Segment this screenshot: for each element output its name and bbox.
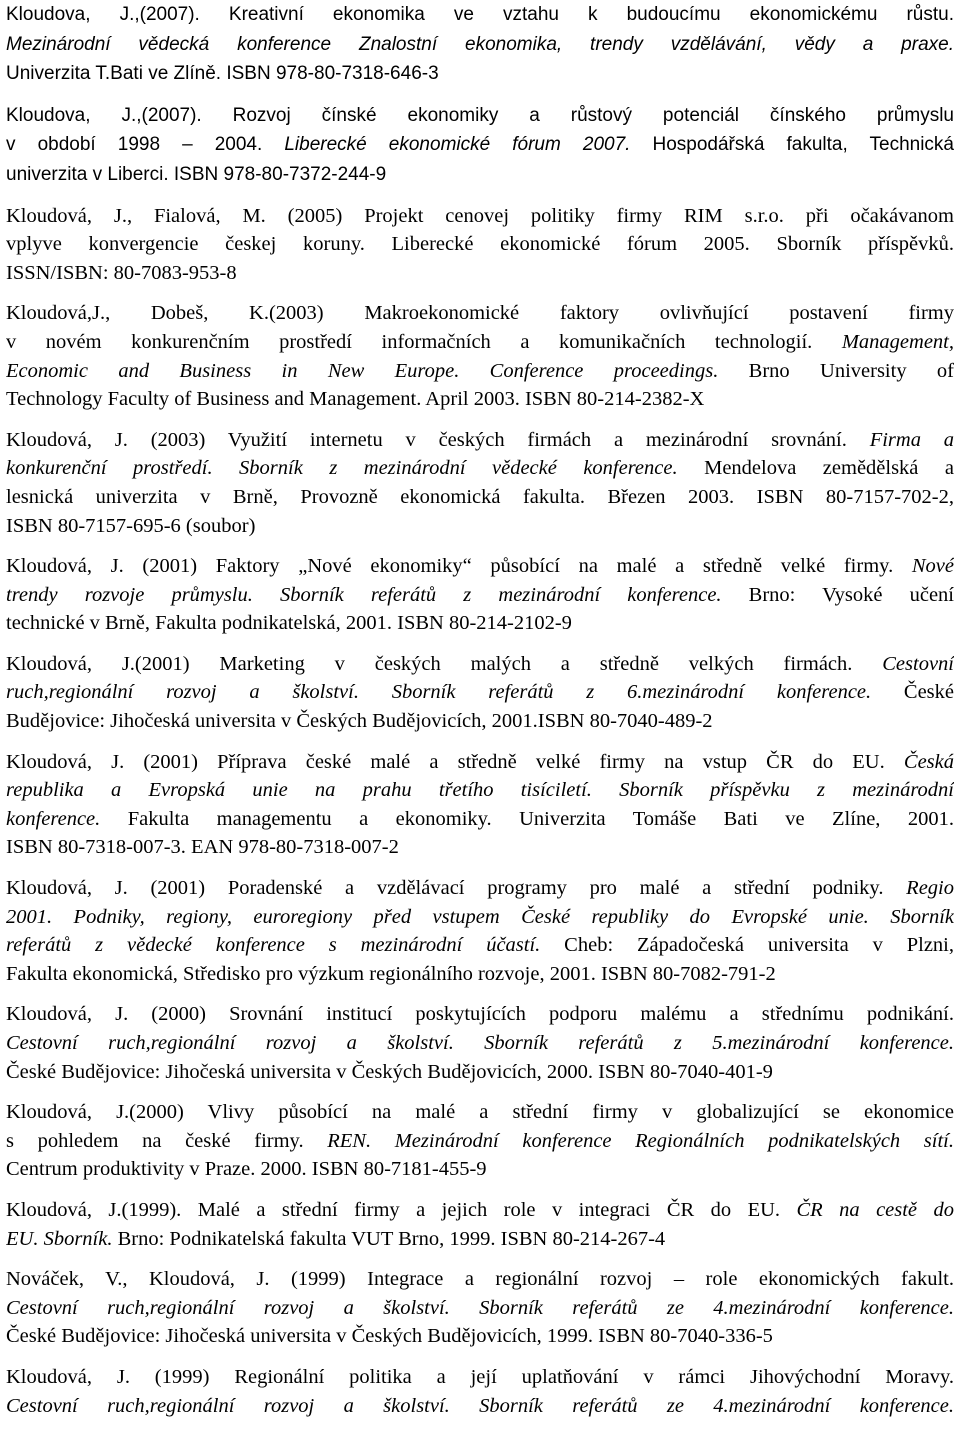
reference-text: Kloudová,J., Dobeš, K.(2003) Makroekonomické faktory ovlivňující postavení firmy [6, 302, 954, 325]
reference-italic-text: referátů z vědecké konference s mezinárodní účastí. [6, 934, 541, 957]
reference-text: vplyve konvergencie českej koruny. Liberecké ekonomické fórum 2005. Sborník příspěvků. [6, 233, 954, 256]
reference-text: Kloudová, J.(2001) Marketing v českých malých a středně velkých firmách. [6, 652, 883, 675]
reference-line [6, 1127, 954, 1156]
reference-line [6, 748, 954, 777]
reference-entry [6, 299, 954, 413]
reference-line [6, 385, 954, 414]
reference-line [6, 357, 954, 386]
reference-italic-text: konkurenční prostředí. Sborník z mezinárodní vědecké konference. [6, 457, 678, 480]
reference-entry [6, 1000, 954, 1086]
reference-text: Brno: Podnikatelská fakulta VUT Brno, 1999. ISBN 80-214-267-4 [112, 1227, 666, 1250]
reference-italic-text: republika a Evropská unie na prahu třetího tisíciletí. Sborník příspěvku z mezinárodní [6, 779, 954, 802]
reference-line [6, 1322, 954, 1351]
reference-text: Kloudová, J. (2001) Faktory „Nové ekonomiky“ působící na malé a středně velké firmy. [6, 555, 912, 578]
reference-text: České [871, 681, 954, 704]
reference-italic-text: Firma a [869, 428, 954, 451]
reference-line [6, 101, 954, 131]
reference-text: Brno: Vysoké učení [721, 583, 954, 606]
reference-text: s pohledem na české firmy. [6, 1129, 328, 1152]
reference-italic-text: Nové [911, 555, 954, 578]
reference-entry [6, 552, 954, 638]
reference-italic-text: REN. Mezinárodní konference Regionálních podnikatelských sítí. [327, 1129, 954, 1152]
reference-line [6, 0, 954, 30]
reference-text: Kloudova, J.,(2007). Rozvoj čínské ekonomiky a růstový potenciál čínského průmyslu [6, 104, 954, 126]
reference-text: Kloudová, J.(1999). Malé a střední firmy a jejich role v integraci ČR do EU. [6, 1198, 797, 1221]
reference-entry [6, 101, 954, 190]
reference-text: Kloudová, J. (1999) Regionální politika a její uplatňování v rámci Jihovýchodní Moravy. [6, 1365, 954, 1388]
reference-line [6, 299, 954, 328]
reference-line [6, 30, 954, 60]
reference-line [6, 707, 954, 736]
reference-line [6, 874, 954, 903]
reference-italic-text: Economic and Business in New Europe. Conference proceedings. [6, 359, 719, 382]
reference-line [6, 552, 954, 581]
reference-line [6, 581, 954, 610]
reference-line [6, 426, 954, 455]
reference-line [6, 650, 954, 679]
reference-entry [6, 426, 954, 540]
reference-line [6, 59, 954, 89]
reference-italic-text: Regio [906, 877, 954, 900]
reference-italic-text: Cestovní [882, 652, 954, 675]
reference-line [6, 1098, 954, 1127]
bibliography-page [6, 0, 954, 1420]
reference-line [6, 1392, 954, 1421]
reference-entry [6, 1196, 954, 1253]
reference-line [6, 1294, 954, 1323]
reference-text: Centrum produktivity v Praze. 2000. ISBN 80-7181-455-9 [6, 1158, 487, 1181]
reference-line [6, 833, 954, 862]
reference-text: Technology Faculty of Business and Management. April 2003. ISBN 80-214-2382-X [6, 388, 705, 411]
reference-text: univerzita v Liberci. ISBN 978-80-7372-244-9 [6, 163, 387, 185]
reference-line [6, 1000, 954, 1029]
reference-italic-text: trendy rozvoje průmyslu. Sborník referátů z mezinárodní konference. [6, 583, 722, 606]
reference-line [6, 1225, 954, 1254]
reference-line [6, 160, 954, 190]
reference-line [6, 483, 954, 512]
reference-line [6, 230, 954, 259]
reference-italic-text: Cestovní ruch,regionální rozvoj a školství. Sborník referátů z 5.mezinárodní konference. [6, 1032, 954, 1054]
reference-text: v novém konkurenčním prostředí informačních a komunikačních technologií. [6, 330, 842, 353]
reference-text: Mendelova zemědělská a [677, 457, 954, 480]
reference-entry [6, 650, 954, 736]
reference-line [6, 960, 954, 989]
reference-italic-text: ruch,regionální rozvoj a školství. Sborník referátů z 6.mezinárodní konference. [6, 681, 872, 704]
reference-text: Hospodářská fakulta, Technická [630, 134, 954, 156]
reference-text: Kloudova, J.,(2007). [6, 4, 229, 25]
reference-line [6, 678, 954, 707]
reference-text: v období 1998 – 2004. [6, 134, 285, 156]
reference-text: Fakulta ekonomická, Středisko pro výzkum regionálního rozvoje, 2001. ISBN 80-7082-791-2 [6, 962, 776, 985]
reference-text: Kloudová, J. (2001) Příprava české malé a středně velké firmy na vstup ČR do EU. [6, 750, 904, 773]
reference-line [6, 609, 954, 638]
reference-text: Kloudová, J. (2001) Poradenské a vzdělávací programy pro malé a střední podniky. [6, 877, 907, 900]
reference-italic-text: Cestovní ruch,regionální rozvoj a školství. Sborník referátů ze 4.mezinárodní konference. [6, 1296, 954, 1319]
reference-text: Kloudová, J.(2000) Vlivy působící na malé a střední firmy v globalizující se ekonomice [6, 1101, 954, 1124]
reference-text: Nováček, V., Kloudová, J. (1999) Integrace a regionální rozvoj – role ekonomických fakult. [6, 1268, 954, 1291]
reference-italic-text: Management, [841, 330, 954, 353]
reference-italic-text: Liberecké ekonomické fórum 2007. [284, 134, 631, 156]
reference-italic-text: 2001. Podniky, regiony, euroregiony před vstupem České republiky do Evropské unie. Sborník [6, 905, 954, 928]
reference-italic-text: Cestovní ruch,regionální rozvoj a školství. Sborník referátů ze 4.mezinárodní konference. [6, 1394, 954, 1417]
reference-line [6, 259, 954, 288]
reference-text: ISSN/ISBN: 80-7083-953-8 [6, 261, 237, 284]
reference-line [6, 328, 954, 357]
reference-text: České Budějovice: Jihočeská universita v Českých Budějovicích, 1999. ISBN 80-7040-336-5 [6, 1325, 773, 1348]
reference-text: technické v Brně, Fakulta podnikatelská, 2001. ISBN 80-214-2102-9 [6, 612, 572, 635]
reference-line [6, 931, 954, 960]
reference-text: Kloudová, J. (2000) Srovnání institucí poskytujících podporu malému a střednímu podnikání. [6, 1003, 954, 1026]
reference-text: České Budějovice: Jihočeská universita v Českých Budějovicích, 2000. ISBN 80-7040-401-9 [6, 1060, 773, 1083]
reference-italic-text: ČR na cestě do [796, 1198, 954, 1221]
reference-line [6, 903, 954, 932]
reference-italic-text: Mezinárodní vědecká konference Znalostní ekonomika, trendy vzdělávání, vědy a praxe. [6, 33, 954, 55]
reference-italic-text: EU. Sborník. [6, 1227, 113, 1250]
reference-line [6, 1196, 954, 1225]
reference-text: Budějovice: Jihočeská universita v Českých Budějovicích, 2001.ISBN 80-7040-489-2 [6, 710, 713, 733]
reference-text: Kloudová, J. (2003) Využití internetu v českých firmách a mezinárodní srovnání. [6, 428, 870, 451]
reference-text: Cheb: Západočeská universita v Plzni, [540, 934, 954, 957]
reference-text: Fakulta managementu a ekonomiky. Univerzita Tomáše Bati ve Zlíne, 2001. [100, 807, 954, 830]
reference-line [6, 1058, 954, 1087]
reference-italic-text: Česká [903, 750, 954, 773]
reference-entry [6, 202, 954, 288]
reference-text: ISBN 80-7318-007-3. EAN 978-80-7318-007-2 [6, 836, 399, 859]
reference-line [6, 1155, 954, 1184]
reference-line [6, 130, 954, 160]
reference-line [6, 454, 954, 483]
reference-text: Kreativní ekonomika ve vztahu k budoucímu ekonomickému růstu. [228, 4, 954, 25]
reference-text: ISBN 80-7157-695-6 (soubor) [6, 514, 256, 537]
reference-line [6, 805, 954, 834]
reference-line [6, 1363, 954, 1392]
reference-entry [6, 0, 954, 89]
reference-entry [6, 1265, 954, 1351]
reference-text: Kloudová, J., Fialová, M. (2005) Projekt cenovej politiky firmy RIM s.r.o. při očakávanom [6, 204, 954, 227]
reference-text: lesnická univerzita v Brně, Provozně ekonomická fakulta. Březen 2003. ISBN 80-7157-702-2, [6, 485, 954, 508]
reference-entry [6, 1363, 954, 1420]
reference-entry [6, 874, 954, 988]
reference-line [6, 776, 954, 805]
reference-entry [6, 748, 954, 862]
reference-entry [6, 1098, 954, 1184]
reference-line [6, 1265, 954, 1294]
reference-italic-text: konference. [6, 807, 101, 830]
reference-line [6, 1029, 954, 1058]
reference-line [6, 512, 954, 541]
reference-line [6, 202, 954, 231]
reference-text: Brno University of [718, 359, 954, 382]
reference-text: Univerzita T.Bati ve Zlíně. ISBN 978-80-7318-646-3 [6, 63, 439, 85]
